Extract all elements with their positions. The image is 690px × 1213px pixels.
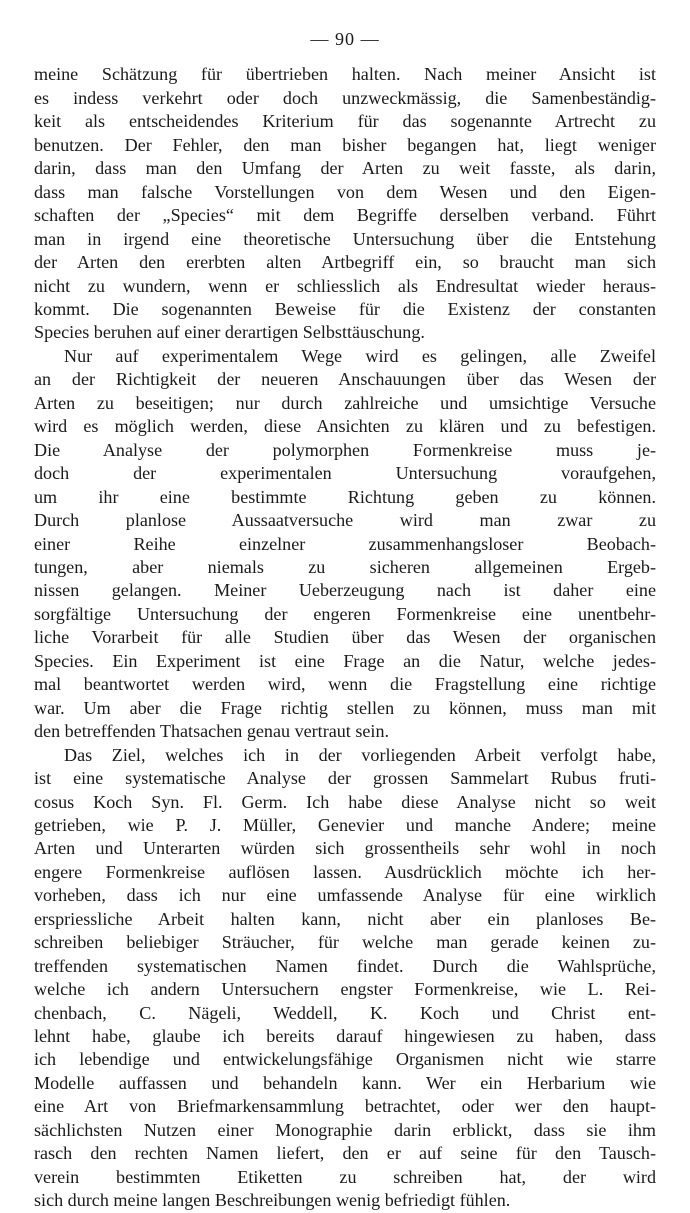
text-line: doch der experimentalen Untersuchung voraufgehen, (34, 463, 656, 484)
text-line: dass man falsche Vorstellungen von dem Wesen und den Eigen- (34, 181, 656, 202)
text-line: nissen gelangen. Meiner Ueberzeugung nach ist daher eine (34, 580, 656, 601)
text-line: rasch den rechten Namen liefert, den er auf seine für den Tausch- (34, 1143, 656, 1164)
text-line: benutzen. Der Fehler, den man bisher begangen hat, liegt weniger (34, 134, 656, 155)
text-line: sächlichsten Nutzen einer Monographie darin erblickt, dass sie ihm (34, 1119, 656, 1140)
text-line: den betreffenden Thatsachen genau vertraut sein. (34, 721, 390, 742)
text-line: Durch planlose Aussaatversuche wird man zwar zu (34, 510, 656, 531)
text-line: ist eine systematische Analyse der grossen Sammelart Rubus fruti- (34, 768, 656, 789)
text-line: chenbach, C. Nägeli, Weddell, K. Koch und Christ ent- (34, 1002, 656, 1023)
text-line: einer Reihe einzelner zusammenhangsloser Beobach- (34, 533, 656, 554)
text-line: Species. Ein Experiment ist eine Frage an die Natur, welche jedes- (34, 650, 656, 671)
body-text (34, 63, 656, 1212)
paragraph (34, 345, 656, 744)
text-line: wird es möglich werden, diese Ansichten zu klären und zu befestigen. (34, 416, 656, 437)
text-line: erspriessliche Arbeit halten kann, nicht aber ein planloses Be- (34, 908, 656, 929)
text-line: Modelle auffassen und behandeln kann. Wer ein Herbarium wie (34, 1072, 656, 1093)
text-line: der Arten den ererbten alten Artbegriff ein, so braucht man sich (34, 252, 656, 273)
text-line: meine Schätzung für übertrieben halten. Nach meiner Ansicht ist (34, 64, 656, 85)
text-line: keit als entscheidendes Kriterium für das sogenannte Artrecht zu (34, 111, 656, 132)
text-line: liche Vorarbeit für alle Studien über das Wesen der organischen (34, 627, 656, 648)
text-line: verein bestimmten Etiketten zu schreiben hat, der wird (34, 1166, 656, 1187)
text-line: treffenden systematischen Namen findet. Durch die Wahlsprüche, (34, 955, 656, 976)
text-line: war. Um aber die Frage richtig stellen zu können, muss man mit (34, 697, 656, 718)
text-line: sich durch meine langen Beschreibungen wenig befriedigt fühlen. (34, 1190, 511, 1211)
text-line: an der Richtigkeit der neueren Anschauungen über das Wesen der (34, 369, 656, 390)
text-line: eine Art von Briefmarkensammlung betrachtet, oder wer den haupt- (34, 1096, 656, 1117)
text-line: Die Analyse der polymorphen Formenkreise muss je- (34, 439, 656, 460)
text-line: schaften der „Species“ mit dem Begriffe derselben verband. Führt (34, 205, 656, 226)
text-line: schreiben beliebiger Sträucher, für welche man gerade keinen zu- (34, 932, 656, 953)
text-line: Arten zu beseitigen; nur durch zahlreiche und umsichtige Versuche (34, 392, 656, 413)
text-line: Nur auf experimentalem Wege wird es gelingen, alle Zweifel (64, 345, 656, 366)
text-line: kommt. Die sogenannten Beweise für die Existenz der constanten (34, 298, 656, 319)
text-line: nicht zu wundern, wenn er schliesslich als Endresultat wieder heraus- (34, 275, 656, 296)
paragraph (34, 744, 656, 1213)
text-line: sorgfältige Untersuchung der engeren Formenkreise eine unentbehr- (34, 603, 656, 624)
text-line: darin, dass man den Umfang der Arten zu weit fasste, als darin, (34, 158, 656, 179)
text-line: Species beruhen auf einer derartigen Selbsttäuschung. (34, 322, 425, 343)
text-line: getrieben, wie P. J. Müller, Genevier und manche Andere; meine (34, 814, 656, 835)
text-line: tungen, aber niemals zu sicheren allgemeinen Ergeb- (34, 556, 656, 577)
text-line: lehnt habe, glaube ich bereits darauf hingewiesen zu haben, dass (34, 1026, 656, 1047)
text-line: mal beantwortet werden wird, wenn die Fragstellung eine richtige (34, 674, 656, 695)
text-line: engere Formenkreise auflösen lassen. Ausdrücklich möchte ich her- (34, 861, 656, 882)
text-line: ich lebendige und entwickelungsfähige Organismen nicht wie starre (34, 1049, 656, 1070)
text-line: Arten und Unterarten würden sich grossentheils sehr wohl in noch (34, 838, 656, 859)
paragraph (34, 63, 656, 344)
text-line: Das Ziel, welches ich in der vorliegenden Arbeit verfolgt habe, (64, 744, 656, 765)
text-line: vorheben, dass ich nur eine umfassende Analyse für eine wirklich (34, 885, 656, 906)
text-line: um ihr eine bestimmte Richtung geben zu können. (34, 486, 656, 507)
text-line: welche ich andern Untersuchern engster Formenkreise, wie L. Rei- (34, 979, 656, 1000)
book-page (34, 28, 656, 1213)
text-line: cosus Koch Syn. Fl. Germ. Ich habe diese Analyse nicht so weit (34, 791, 656, 812)
page-number: — 90 — (310, 29, 380, 49)
text-line: es indess verkehrt oder doch unzweckmässig, die Samenbeständig- (34, 87, 656, 108)
text-line: man in irgend eine theoretische Untersuchung über die Entstehung (34, 228, 656, 249)
